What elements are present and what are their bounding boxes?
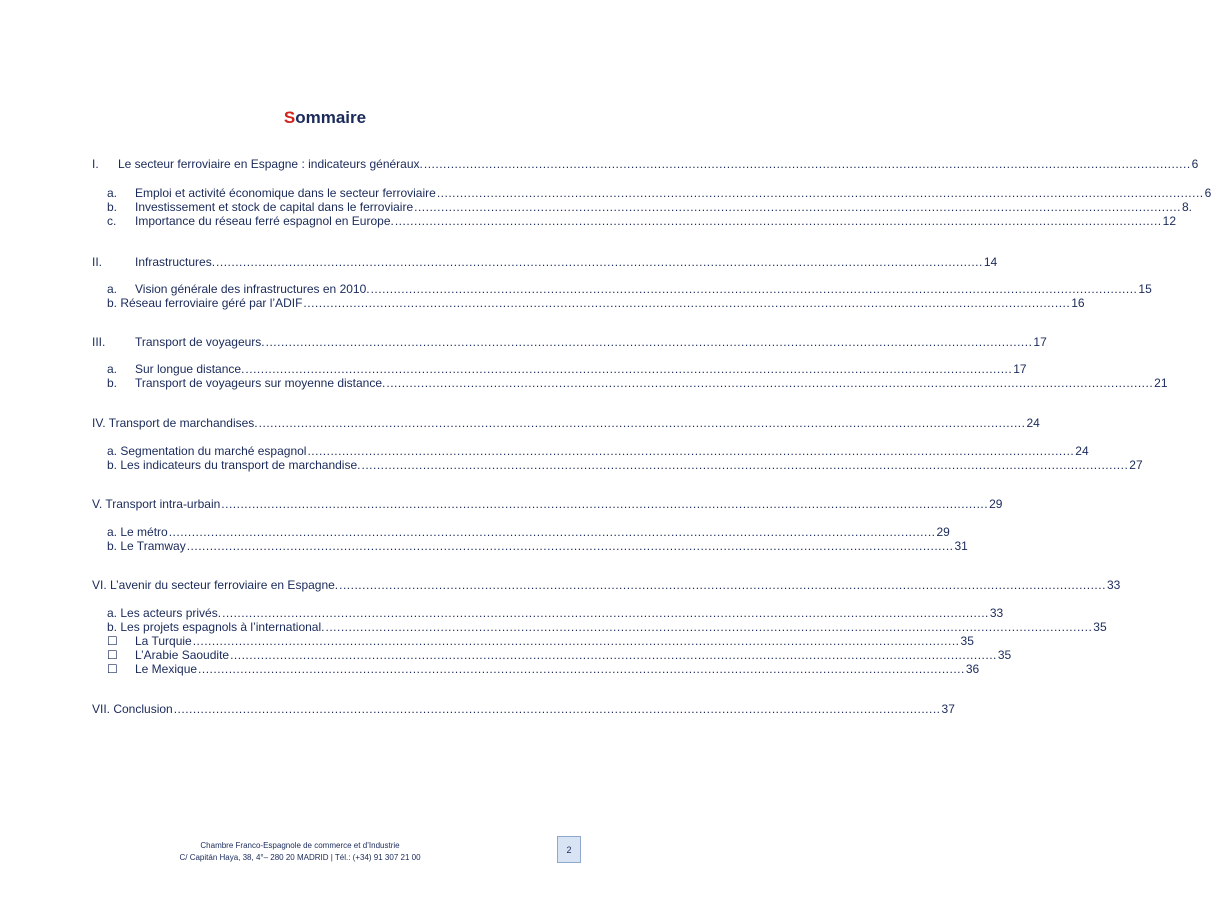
toc-entry[interactable] bbox=[107, 186, 1211, 200]
toc-leader: ........................................................................................................................................................................................................ bbox=[245, 362, 1013, 376]
toc-page: 6 bbox=[1191, 157, 1199, 171]
toc-number: a. bbox=[107, 186, 118, 200]
toc-leader: ........................................................................................................................................................................................................ bbox=[303, 296, 1071, 310]
toc-leader: ........................................................................................................................................................................................................ bbox=[423, 157, 1191, 171]
toc-leader: ........................................................................................................................................................................................................ bbox=[339, 578, 1106, 592]
toc-page: 33 bbox=[989, 606, 1004, 620]
toc-page: 24 bbox=[1026, 416, 1040, 430]
toc-entry[interactable] bbox=[107, 634, 974, 648]
toc-title: Le secteur ferroviaire en Espagne : indicateurs généraux. bbox=[118, 157, 423, 171]
toc-page: 6 bbox=[1204, 186, 1211, 200]
toc-entry[interactable] bbox=[107, 200, 1192, 214]
toc-title: b. Réseau ferroviaire géré par l’ADIF bbox=[107, 296, 303, 310]
toc-leader: ........................................................................................................................................................................................................ bbox=[325, 620, 1093, 634]
toc-entry[interactable] bbox=[92, 157, 1199, 171]
toc-leader: ........................................................................................................................................................................................................ bbox=[361, 458, 1129, 472]
toc-title: Infrastructures. bbox=[135, 255, 216, 269]
toc-page: 36 bbox=[965, 662, 980, 676]
toc-page: 29 bbox=[936, 525, 950, 539]
toc-title: Emploi et activité économique dans le secteur ferroviaire bbox=[135, 186, 436, 200]
toc-title: La Turquie bbox=[135, 634, 192, 648]
toc-entry[interactable] bbox=[107, 282, 1152, 296]
toc-leader: ........................................................................................................................................................................................................ bbox=[370, 282, 1138, 296]
toc-number: a. bbox=[107, 362, 118, 376]
toc-entry[interactable] bbox=[92, 578, 1121, 592]
toc-page: 31 bbox=[954, 539, 968, 553]
toc-leader: ........................................................................................................................................................................................................ bbox=[230, 648, 997, 662]
toc-entry[interactable] bbox=[107, 539, 968, 553]
toc-entry[interactable] bbox=[107, 376, 1168, 390]
toc-title: b. Les indicateurs du transport de marchandise. bbox=[107, 458, 361, 472]
toc-page: 37 bbox=[941, 702, 955, 716]
toc-title: Transport de voyageurs sur moyenne distance. bbox=[135, 376, 386, 390]
toc-leader: ........................................................................................................................................................................................................ bbox=[173, 702, 941, 716]
bullet-box-icon: ☐ bbox=[107, 648, 118, 662]
page-title bbox=[0, 108, 638, 128]
toc-number: c. bbox=[107, 214, 117, 228]
toc-number: I. bbox=[92, 157, 99, 171]
toc-title: VII. Conclusion bbox=[92, 702, 173, 716]
toc-leader: ........................................................................................................................................................................................................ bbox=[186, 539, 954, 553]
toc-page: 8. bbox=[1181, 200, 1192, 214]
toc-page: 17 bbox=[1033, 335, 1047, 349]
toc-number: II. bbox=[92, 255, 103, 269]
toc-page: 12 bbox=[1162, 214, 1176, 228]
toc-entry[interactable] bbox=[92, 255, 998, 269]
toc-title: a. Le métro bbox=[107, 525, 168, 539]
toc-title: b. Les projets espagnols à l’international. bbox=[107, 620, 325, 634]
toc-entry[interactable] bbox=[107, 662, 980, 676]
toc-page: 15 bbox=[1138, 282, 1152, 296]
toc-leader: ........................................................................................................................................................................................................ bbox=[414, 200, 1181, 214]
title-rest: ommaire bbox=[295, 108, 367, 127]
toc-page: 16 bbox=[1071, 296, 1085, 310]
toc-entry[interactable] bbox=[107, 648, 1012, 662]
toc-entry[interactable] bbox=[107, 296, 1085, 310]
toc-leader: ........................................................................................................................................................................................................ bbox=[265, 335, 1033, 349]
toc-number: b. bbox=[107, 376, 118, 390]
toc-page: 29 bbox=[989, 497, 1003, 511]
toc-number: III. bbox=[92, 335, 106, 349]
toc-title: b. Le Tramway bbox=[107, 539, 186, 553]
toc-number: b. bbox=[107, 200, 118, 214]
toc-title: Sur longue distance. bbox=[135, 362, 245, 376]
toc-title: VI. L’avenir du secteur ferroviaire en Espagne. bbox=[92, 578, 339, 592]
toc-leader: ........................................................................................................................................................................................................ bbox=[221, 497, 989, 511]
title-first-letter: S bbox=[283, 108, 296, 127]
toc-entry[interactable] bbox=[107, 458, 1143, 472]
toc-title: L’Arabie Saoudite bbox=[135, 648, 230, 662]
toc-entry[interactable] bbox=[107, 214, 1176, 228]
toc-page: 35 bbox=[997, 648, 1012, 662]
toc-leader: ........................................................................................................................................................................................................ bbox=[258, 416, 1026, 430]
toc-leader: ........................................................................................................................................................................................................ bbox=[386, 376, 1154, 390]
toc-entry[interactable] bbox=[107, 362, 1027, 376]
toc-leader: ........................................................................................................................................................................................................ bbox=[198, 662, 965, 676]
toc-entry[interactable] bbox=[92, 497, 1003, 511]
toc-title: a. Les acteurs privés. bbox=[107, 606, 222, 620]
toc-leader: ........................................................................................................................................................................................................ bbox=[192, 634, 960, 648]
toc-title: Importance du réseau ferré espagnol en Europe. bbox=[135, 214, 394, 228]
toc-entry[interactable] bbox=[107, 444, 1089, 458]
toc-leader: ........................................................................................................................................................................................................ bbox=[168, 525, 936, 539]
toc-entry[interactable] bbox=[107, 525, 950, 539]
toc-title: V. Transport intra-urbain bbox=[92, 497, 221, 511]
toc-entry[interactable] bbox=[107, 606, 1004, 620]
toc-entry[interactable] bbox=[92, 702, 955, 716]
toc-entry[interactable] bbox=[92, 416, 1040, 430]
toc-title: Vision générale des infrastructures en 2010. bbox=[135, 282, 370, 296]
toc-leader: ........................................................................................................................................................................................................ bbox=[216, 255, 983, 269]
toc-number: a. bbox=[107, 282, 118, 296]
footer-organization: Chambre Franco-Espagnole de commerce et d’Industrie bbox=[200, 841, 400, 850]
toc-page: 35 bbox=[1093, 620, 1107, 634]
toc-title: a. Segmentation du marché espagnol bbox=[107, 444, 307, 458]
toc-entry[interactable] bbox=[107, 620, 1107, 634]
toc-page: 33 bbox=[1106, 578, 1121, 592]
toc-title: Investissement et stock de capital dans le ferroviaire bbox=[135, 200, 414, 214]
bullet-box-icon: ☐ bbox=[107, 634, 118, 648]
toc-leader: ........................................................................................................................................................................................................ bbox=[436, 186, 1204, 200]
toc-page: 21 bbox=[1154, 376, 1168, 390]
page-number-badge: 2 bbox=[557, 836, 581, 863]
toc-title: Le Mexique bbox=[135, 662, 198, 676]
toc-page: 24 bbox=[1075, 444, 1089, 458]
toc-page: 35 bbox=[960, 634, 974, 648]
toc-page: 27 bbox=[1129, 458, 1143, 472]
toc-entry[interactable] bbox=[92, 335, 1047, 349]
footer-address: C/ Capitán Haya, 38, 4°– 280 20 MADRID | Tél.: (+34) 91 307 21 00 bbox=[179, 853, 421, 862]
toc-title: Transport de voyageurs. bbox=[135, 335, 265, 349]
toc-title: IV. Transport de marchandises. bbox=[92, 416, 258, 430]
toc-leader: ........................................................................................................................................................................................................ bbox=[394, 214, 1162, 228]
toc-leader: ........................................................................................................................................................................................................ bbox=[307, 444, 1075, 458]
toc-page: 14 bbox=[983, 255, 998, 269]
toc-page: 17 bbox=[1013, 362, 1027, 376]
toc-leader: ........................................................................................................................................................................................................ bbox=[222, 606, 989, 620]
bullet-box-icon: ☐ bbox=[107, 662, 118, 676]
